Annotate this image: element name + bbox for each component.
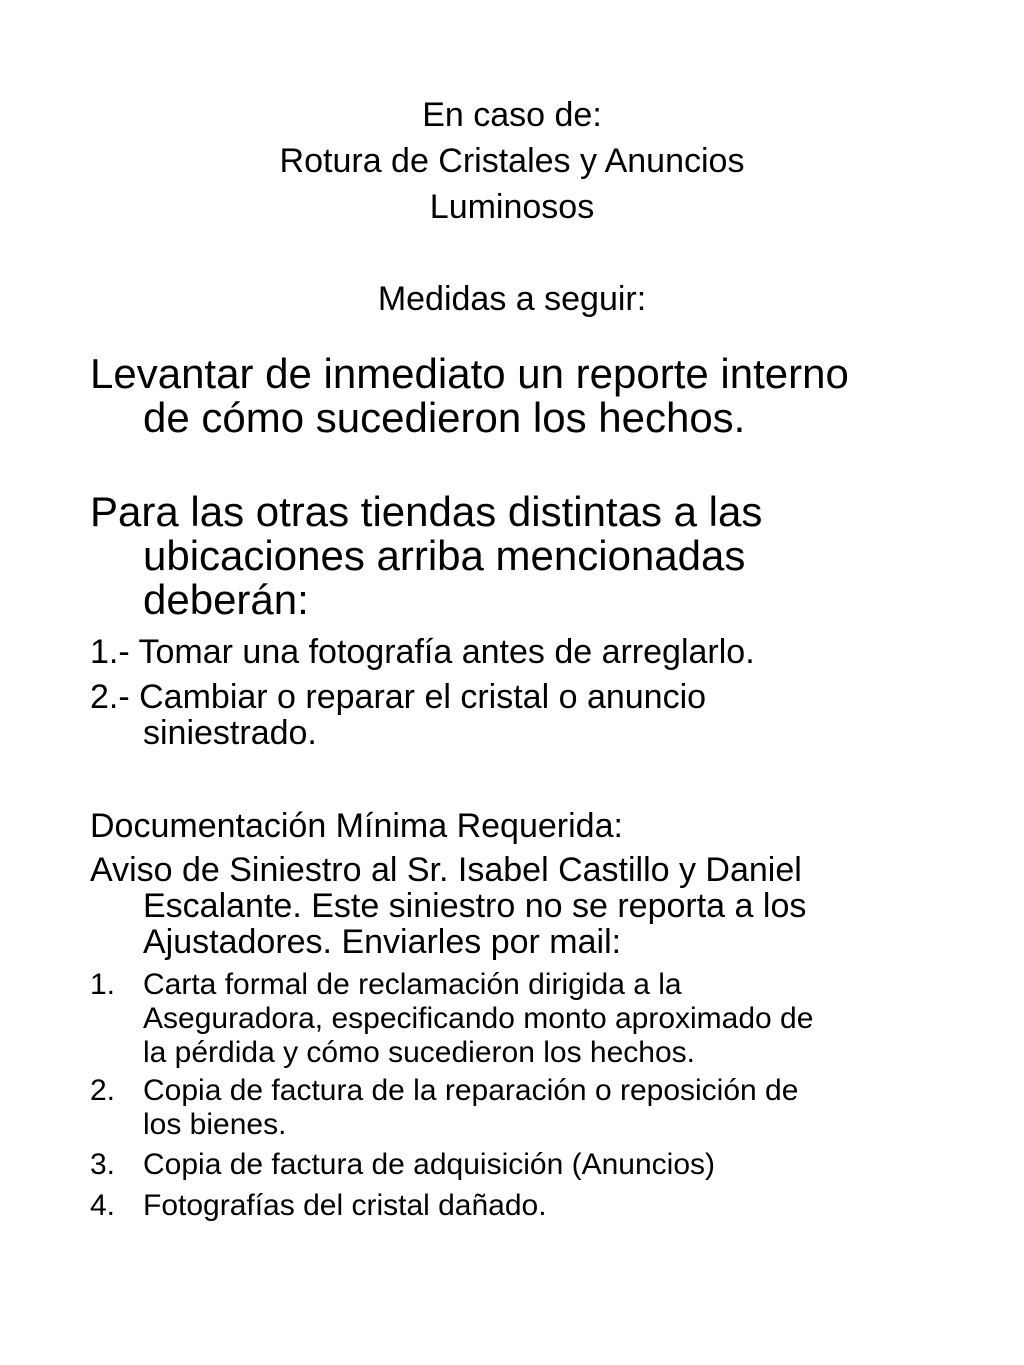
paragraph-other-stores-line-3: deberán: [143,576,309,623]
paragraph-report [90,352,960,440]
documentation-notice-line-2: Escalante. Este siniestro no se reporta a los [143,887,807,925]
requirement-line: los bienes. [143,1108,287,1141]
step-2-line-2: siniestrado. [143,714,317,752]
paragraph-report-line-2: de cómo sucedieron los hechos. [143,394,746,441]
header-line-4: Medidas a seguir: [377,280,647,318]
paragraph-other-stores-line-2: ubicaciones arriba mencionadas [143,532,746,579]
paragraph-other-stores-line-1: Para las otras tiendas distintas a las [90,488,763,535]
requirement-number: 4. [90,1189,116,1222]
step-2 [90,679,960,751]
requirement-line: la pérdida y cómo sucedieron los hechos. [143,1036,695,1069]
documentation-notice-line-3: Ajustadores. Enviarles por mail: [143,923,622,961]
step-1 [90,634,960,670]
requirement-line: Copia de factura de la reparación o reposición de [143,1074,799,1107]
documentation-heading-text: Documentación Mínima Requerida: [90,807,623,845]
requirement-line: Aseguradora, especificando monto aproximado de [143,1002,814,1035]
requirement-line: Copia de factura de adquisición (Anuncios) [143,1148,716,1181]
step-1-text: 1.- Tomar una fotografía antes de arreglarlo. [90,633,755,671]
documentation-notice [90,852,960,960]
requirement-number: 1. [90,968,116,1001]
requirement-number: 2. [90,1074,116,1107]
paragraph-report-line-1: Levantar de inmediato un reporte interno [90,350,849,397]
header-line-2: Rotura de Cristales y Anuncios [279,142,745,180]
requirement-number: 3. [90,1148,116,1181]
requirement-line: Carta formal de reclamación dirigida a la [143,968,682,1001]
paragraph-other-stores [90,490,960,622]
documentation-heading [90,808,960,844]
documentation-notice-line-1: Aviso de Siniestro al Sr. Isabel Castillo y Daniel [90,851,802,889]
header-line-3: Luminosos [429,188,595,226]
requirement-line: Fotografías del cristal dañado. [143,1189,547,1222]
step-2-line-1: 2.- Cambiar o reparar el cristal o anuncio [90,678,707,716]
header-line-1: En caso de: [422,96,602,134]
